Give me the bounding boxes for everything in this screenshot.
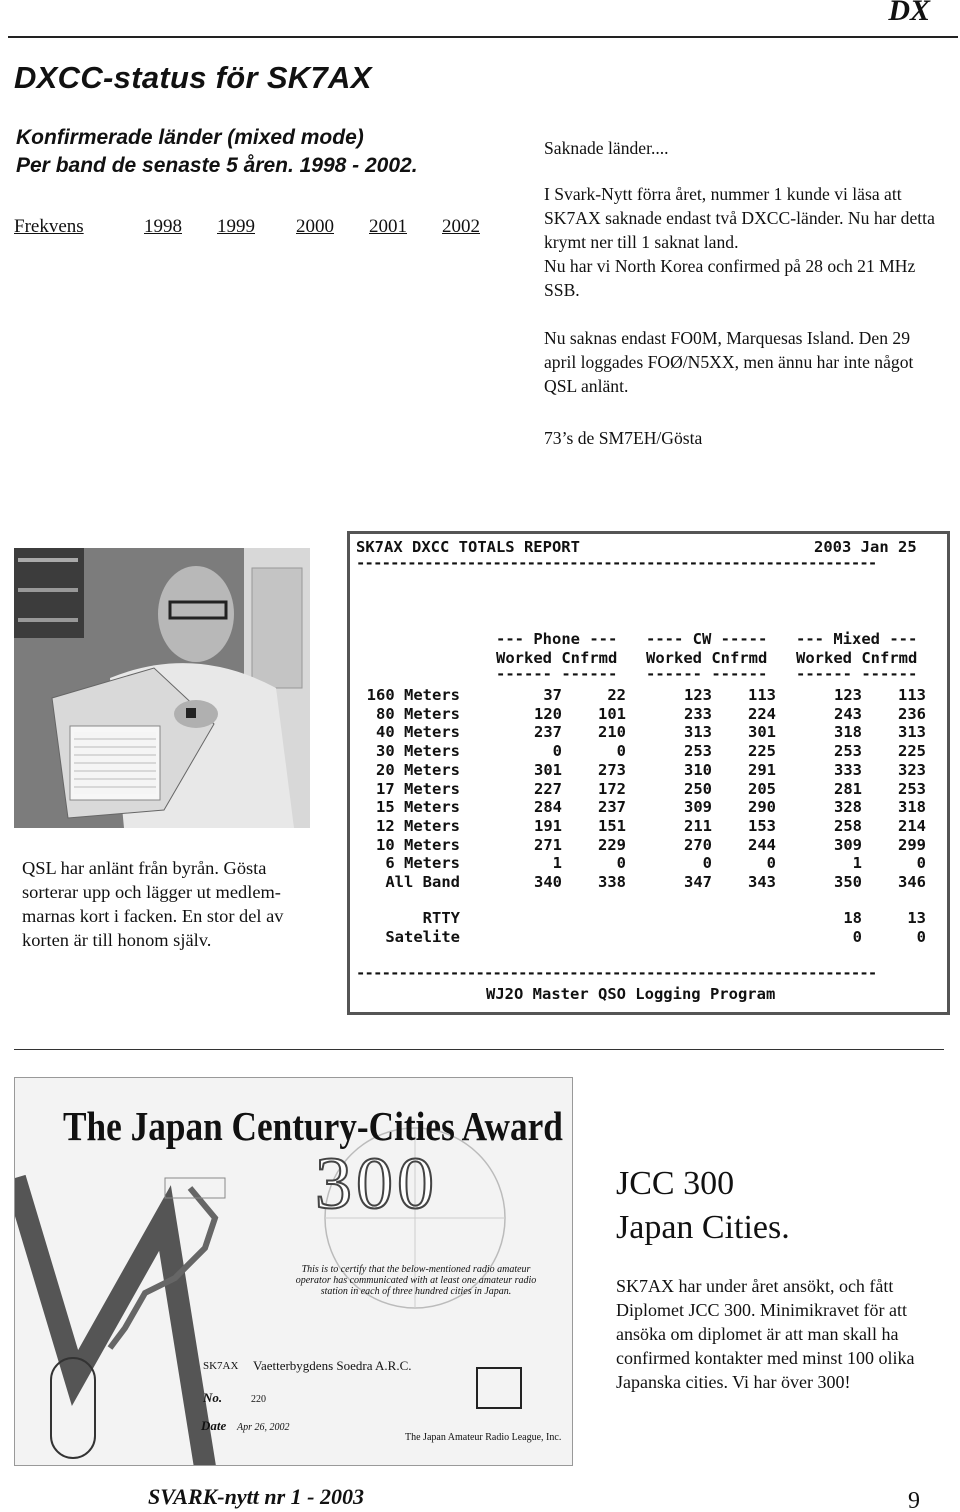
report-value: 250	[684, 779, 712, 798]
photo-caption: QSL har anlänt från byrån. Gösta sorterar upp och lägger ut medlem-marnas kort i facken. En stor del av korten är till honom själv.	[22, 858, 284, 950]
missing-paragraph-3: Nu saknas endast FO0M, Marquesas Island. Den 29 april loggades FOØ/N5XX, men ännu har inte något QSL anlänt.	[544, 328, 914, 396]
col-header-cw: Worked Cnfrmd	[646, 649, 768, 667]
report-value: 120	[534, 704, 562, 723]
report-value: 318	[834, 723, 862, 742]
report-row-label: 15 Meters	[376, 798, 460, 817]
report-value: 253	[684, 742, 712, 761]
photo-gosta-sorting-qsl	[14, 548, 310, 828]
report-value: 310	[684, 760, 712, 779]
jcc-heading-line-2: Japan Cities.	[616, 1209, 790, 1246]
report-value: 205	[748, 779, 776, 798]
page-title: DXCC-status för SK7AX	[14, 60, 372, 95]
missing-heading: Saknade länder....	[544, 138, 669, 158]
report-value: 290	[748, 798, 776, 817]
report-value: 237	[534, 723, 562, 742]
report-value: 301	[748, 723, 776, 742]
report-value: 0	[852, 928, 862, 946]
report-value: 340	[534, 873, 562, 891]
header-cell: 1999	[217, 216, 255, 237]
report-value: 229	[598, 835, 626, 854]
col-header-phone: Worked Cnfrmd	[496, 649, 618, 667]
award-title: The Japan Century-Cities Award	[63, 1103, 563, 1149]
report-value: 323	[898, 760, 926, 779]
page-number: 9	[908, 1488, 920, 1512]
report-value: 343	[748, 873, 776, 891]
missing-paragraph-2: Nu har vi North Korea confirmed på 28 och 21 MHz SSB.	[544, 256, 916, 300]
report-value: 224	[748, 704, 776, 723]
report-value: 273	[598, 760, 626, 779]
report-value: 291	[748, 760, 776, 779]
report-footer: WJ2O Master QSO Logging Program	[486, 985, 776, 1003]
report-value: 0	[916, 854, 926, 873]
report-value: 309	[834, 835, 862, 854]
jcc-heading-line-1: JCC 300	[616, 1165, 735, 1202]
header-cell: Frekvens	[14, 216, 84, 237]
section-divider	[14, 1049, 944, 1050]
report-value: 22	[607, 686, 626, 704]
report-value: 123	[684, 686, 712, 704]
report-row-label: Satelite	[385, 928, 460, 946]
report-value: 113	[748, 686, 776, 704]
jcc-body: SK7AX har under året ansökt, och fått Diplomet JCC 300. Minimikravet för att ansöka om diplomet är att man skall ha confirmed kontakter med minst 100 olika Japanska cities. Vi har över 300!	[616, 1276, 915, 1392]
report-bottom-rule: -------------------------------------------------------------	[356, 964, 877, 982]
col-rule-cw: ------ ------	[646, 665, 768, 683]
col-header-mixed: Worked Cnfrmd	[796, 649, 918, 667]
award-club: Vaetterbygdens Soedra A.R.C.	[253, 1358, 412, 1373]
report-date: 2003 Jan 25	[814, 538, 917, 556]
report-value: 0	[552, 742, 562, 761]
report-value: 338	[598, 873, 626, 891]
report-value: 243	[834, 704, 862, 723]
report-row-label: 20 Meters	[376, 760, 460, 779]
report-value: 191	[534, 816, 562, 835]
report-value: 299	[898, 835, 926, 854]
report-row-label: RTTY	[422, 909, 460, 927]
award-cert-text: This is to certify that the below-mentioned radio amateur operator has communicated with at least one amateur radio station in each of three hundred cities in Japan.	[295, 1264, 537, 1297]
report-value: 0	[616, 854, 626, 873]
award-date-value: Apr 26, 2002	[237, 1422, 290, 1433]
report-value: 225	[898, 742, 926, 761]
group-header-cw: ---- CW -----	[646, 630, 768, 648]
report-value: 101	[598, 704, 626, 723]
report-value: 0	[766, 854, 776, 873]
report-value: 313	[684, 723, 712, 742]
report-value: 346	[898, 873, 926, 891]
report-value: 271	[534, 835, 562, 854]
signature: 73’s de SM7EH/Gösta	[544, 428, 703, 448]
report-value: 233	[684, 704, 712, 723]
subtitle-line-2: Per band de senaste 5 åren. 1998 - 2002.	[16, 154, 418, 177]
header-cell: 1998	[144, 216, 182, 237]
report-rule: -------------------------------------------------------------	[356, 554, 877, 572]
jcc-heading	[616, 1162, 790, 1250]
header-cell: 2002	[442, 216, 480, 237]
header-cell: 2000	[296, 216, 334, 237]
report-value: 281	[834, 779, 862, 798]
report-value: 333	[834, 760, 862, 779]
report-value: 210	[598, 723, 626, 742]
report-value: 123	[834, 686, 862, 704]
report-value: 225	[748, 742, 776, 761]
report-value: 18	[843, 909, 862, 927]
report-value: 284	[534, 798, 562, 817]
report-value: 328	[834, 798, 862, 817]
report-row-label: 160 Meters	[366, 686, 460, 704]
report-value: 211	[684, 816, 712, 835]
report-value: 0	[702, 854, 712, 873]
award-league: The Japan Amateur Radio League, Inc.	[405, 1432, 562, 1443]
missing-paragraph-1: I Svark-Nytt förra året, nummer 1 kunde vi läsa att SK7AX saknade endast två DXCC-länder. Nu har detta krymt ner till 1 saknat land.	[544, 184, 935, 252]
report-value: 350	[834, 873, 862, 891]
report-value: 113	[898, 686, 926, 704]
col-rule-phone: ------ ------	[496, 665, 618, 683]
report-value: 347	[684, 873, 712, 891]
report-value: 309	[684, 798, 712, 817]
report-value: 236	[898, 704, 926, 723]
report-value: 0	[916, 928, 926, 946]
report-value: 1	[852, 854, 862, 873]
award-date-label: Date	[201, 1418, 227, 1433]
report-value: 244	[748, 835, 776, 854]
group-header-phone: --- Phone ---	[496, 630, 618, 648]
report-value: 153	[748, 816, 776, 835]
jcc-award-certificate	[14, 1077, 573, 1466]
report-value: 172	[598, 779, 626, 798]
report-value: 237	[598, 798, 626, 817]
photo-illustration	[14, 548, 310, 828]
subtitle-line-1: Konfirmerade länder (mixed mode)	[16, 126, 364, 149]
report-value: 151	[598, 816, 626, 835]
report-value: 313	[898, 723, 926, 742]
report-value: 253	[898, 779, 926, 798]
report-row-label: 30 Meters	[376, 742, 460, 761]
group-header-mixed: --- Mixed ---	[796, 630, 918, 648]
report-value: 253	[834, 742, 862, 761]
dxcc-totals-report	[347, 531, 950, 1015]
report-row-label: 40 Meters	[376, 723, 460, 742]
award-no-value: 220	[251, 1394, 266, 1405]
award-no-label: No.	[203, 1390, 223, 1405]
report-value: 1	[552, 854, 562, 873]
header-rule	[8, 36, 958, 38]
report-row-label: All Band	[385, 873, 460, 891]
report-row-label: 12 Meters	[376, 816, 460, 835]
report-row-label: 17 Meters	[376, 779, 460, 798]
report-value: 258	[834, 816, 862, 835]
report-row-label: 10 Meters	[376, 835, 460, 854]
report-value: 37	[543, 686, 562, 704]
report-value: 270	[684, 835, 712, 854]
report-value: 13	[907, 909, 926, 927]
publication-footer: SVARK-nytt nr 1 - 2003	[148, 1484, 364, 1509]
report-value: 0	[616, 742, 626, 761]
report-value: 227	[534, 779, 562, 798]
report-value: 301	[534, 760, 562, 779]
report-row-label: 80 Meters	[376, 704, 460, 723]
report-row-label: 6 Meters	[385, 854, 460, 873]
col-rule-mixed: ------ ------	[796, 665, 918, 683]
award-number: 300	[315, 1143, 438, 1225]
header-cell: 2001	[369, 216, 407, 237]
award-call: SK7AX	[203, 1360, 239, 1372]
report-value: 318	[898, 798, 926, 817]
report-value: 214	[898, 816, 926, 835]
section-tag: DX	[888, 0, 930, 27]
report-title: SK7AX DXCC TOTALS REPORT	[356, 538, 580, 556]
